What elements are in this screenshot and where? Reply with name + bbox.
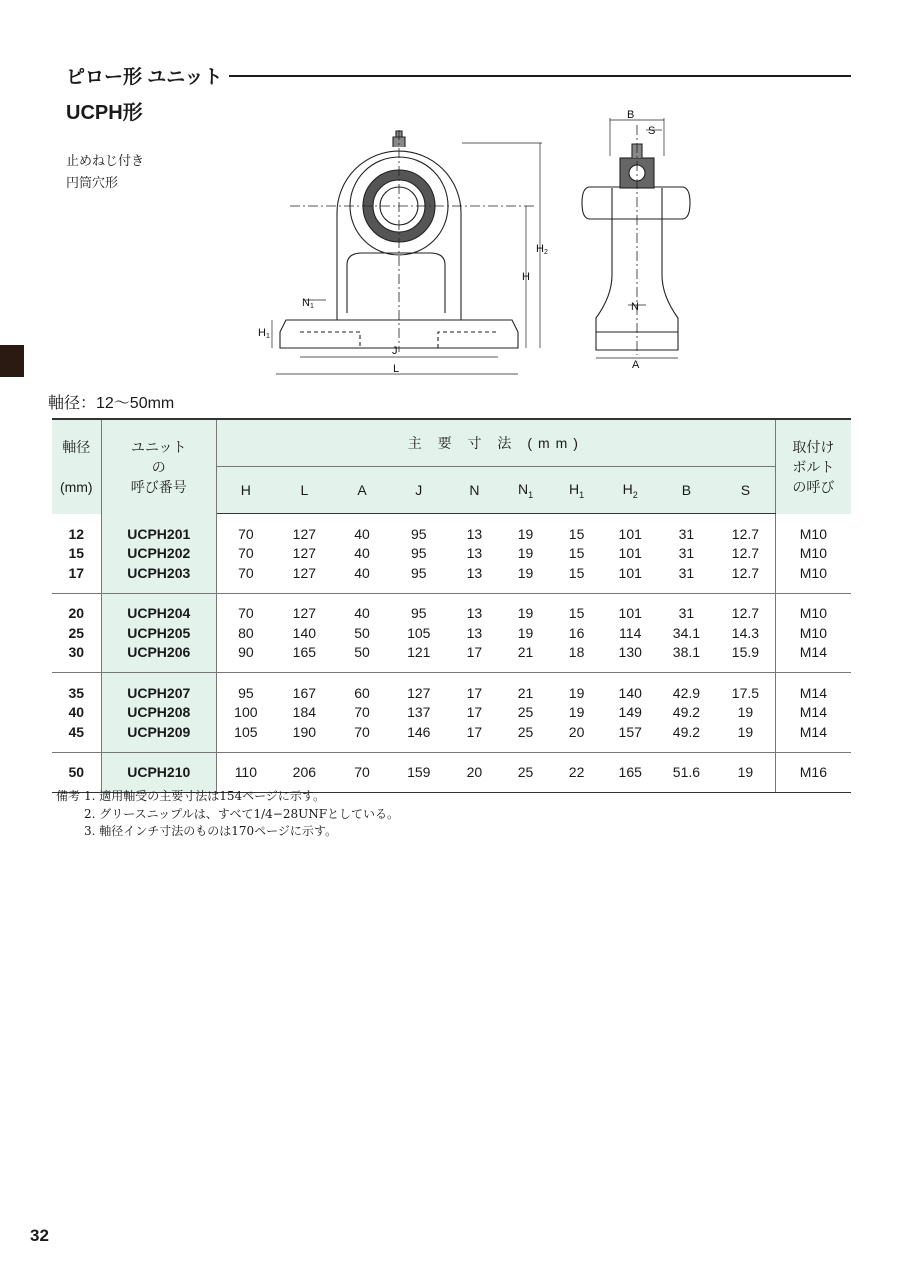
technical-drawing bbox=[250, 100, 700, 385]
dimension-cell: 13 bbox=[466, 624, 483, 641]
dimension-cell: 130 bbox=[618, 644, 642, 661]
dimension-cell: 19 bbox=[517, 605, 534, 622]
table-row bbox=[52, 703, 851, 723]
dimension-cell: 25 bbox=[517, 723, 534, 740]
dimension-cell: 140 bbox=[292, 624, 317, 641]
col-unit-header: ユニット の 呼び番号 bbox=[101, 419, 216, 514]
notes-label: 備考 bbox=[56, 789, 81, 803]
page-title: ピロー形 ユニット bbox=[66, 66, 223, 88]
dimension-cell: 105 bbox=[407, 624, 431, 641]
table-row bbox=[52, 683, 851, 703]
table-row bbox=[52, 623, 851, 643]
dimension-cell: 70 bbox=[354, 764, 370, 781]
dimension-cell: 31 bbox=[678, 525, 695, 542]
dimension-cell: 17.5 bbox=[716, 683, 775, 703]
dimension-cell: 95 bbox=[410, 564, 427, 581]
dimension-cell: 80 bbox=[238, 624, 254, 641]
dimension-cell: 70 bbox=[354, 704, 370, 721]
table-row bbox=[52, 643, 851, 663]
note-1: 1. 適用軸受の主要寸法は154ページに示す。 bbox=[84, 789, 325, 803]
dimension-cell: 50 bbox=[354, 624, 370, 641]
dimension-cell: 12.7 bbox=[716, 524, 775, 544]
dimension-cell: 17 bbox=[466, 723, 483, 740]
dimension-cell: 17 bbox=[466, 644, 483, 661]
dimension-cell: 12.7 bbox=[716, 604, 775, 624]
model-title: UCPH形 bbox=[66, 102, 143, 124]
shaft-range: 軸径：12〜50mm bbox=[48, 395, 175, 412]
dim-col-header: $H_2$ bbox=[604, 467, 657, 514]
bolt-size-cell: M10 bbox=[799, 545, 827, 562]
table-row bbox=[52, 524, 851, 544]
dimension-cell: 38.1 bbox=[672, 644, 701, 661]
dimension-cell: 101 bbox=[618, 564, 642, 581]
title-rule bbox=[229, 75, 851, 77]
dim-col-header: A bbox=[334, 467, 390, 514]
dimension-cell: 20 bbox=[568, 723, 585, 740]
dimension-cell: 20 bbox=[466, 764, 483, 781]
dimension-cell: 137 bbox=[407, 704, 431, 721]
dimension-cell: 165 bbox=[292, 644, 317, 661]
dim-label-H: H bbox=[522, 271, 530, 283]
bolt-size-cell: M10 bbox=[799, 605, 827, 622]
dimension-cell: 31 bbox=[678, 605, 695, 622]
dimension-cell: 19 bbox=[568, 704, 585, 721]
dimension-cell: 101 bbox=[618, 605, 642, 622]
shaft-dia-cell: 50 bbox=[52, 763, 101, 783]
shaft-dia-cell: 30 bbox=[52, 643, 101, 663]
feature-cylindrical-bore: 円筒穴形 bbox=[66, 175, 119, 190]
dimension-cell: 184 bbox=[292, 704, 317, 721]
unit-number-cell: UCPH203 bbox=[101, 563, 216, 583]
dimension-cell: 19 bbox=[517, 525, 534, 542]
dimension-cell: 127 bbox=[292, 564, 317, 581]
dimension-cell: 127 bbox=[292, 525, 317, 542]
shaft-dia-cell: 17 bbox=[52, 563, 101, 583]
dim-col-header: H bbox=[216, 467, 274, 514]
dimension-cell: 101 bbox=[618, 525, 642, 542]
dimension-cell: 127 bbox=[292, 605, 317, 622]
dim-label-N: N bbox=[631, 301, 639, 313]
main-dimensions-header: 主 要 寸 法 (mm) bbox=[216, 419, 775, 467]
dimension-table bbox=[52, 418, 851, 793]
dim-col-header: S bbox=[716, 467, 775, 514]
dimension-cell: 13 bbox=[466, 564, 483, 581]
feature-set-screw: 止めねじ付き bbox=[66, 153, 145, 168]
bolt-size-cell: M10 bbox=[799, 624, 827, 641]
bolt-size-cell: M10 bbox=[799, 525, 827, 542]
dimension-cell: 40 bbox=[354, 545, 370, 562]
dimension-cell: 31 bbox=[678, 564, 695, 581]
unit-number-cell: UCPH208 bbox=[101, 703, 216, 723]
unit-number-cell: UCPH209 bbox=[101, 722, 216, 742]
dimension-cell: 42.9 bbox=[672, 684, 701, 701]
table-row bbox=[52, 763, 851, 783]
dimension-cell: 34.1 bbox=[672, 624, 701, 641]
dimension-cell: 17 bbox=[466, 684, 483, 701]
dimension-cell: 17 bbox=[466, 704, 483, 721]
dimension-cell: 14.3 bbox=[716, 623, 775, 643]
shaft-dia-cell: 15 bbox=[52, 544, 101, 564]
dimension-cell: 146 bbox=[407, 723, 431, 740]
dimension-cell: 95 bbox=[410, 605, 427, 622]
unit-number-cell: UCPH207 bbox=[101, 683, 216, 703]
dimension-cell: 19 bbox=[716, 722, 775, 742]
dimension-cell: 167 bbox=[292, 684, 317, 701]
dimension-cell: 49.2 bbox=[672, 704, 701, 721]
dimension-cell: 21 bbox=[517, 644, 534, 661]
shaft-dia-cell: 45 bbox=[52, 722, 101, 742]
dimension-cell: 70 bbox=[238, 525, 254, 542]
shaft bbox=[582, 187, 690, 219]
dimension-cell: 121 bbox=[407, 644, 431, 661]
note-3: 3. 軸径インチ寸法のものは170ページに示す。 bbox=[84, 824, 337, 838]
dimension-cell: 15 bbox=[568, 564, 585, 581]
note-2: 2. グリースニップルは、すべて1/4−28UNFとしている。 bbox=[84, 806, 400, 821]
dimension-cell: 19 bbox=[716, 763, 775, 783]
unit-number-cell: UCPH206 bbox=[101, 643, 216, 663]
dimension-cell: 110 bbox=[234, 764, 258, 781]
dimension-cell: 12.7 bbox=[716, 544, 775, 564]
dim-col-header: L bbox=[275, 467, 334, 514]
dimension-cell: 25 bbox=[517, 764, 534, 781]
dim-label-S: S bbox=[648, 125, 656, 137]
dim-label-N1: N1 bbox=[302, 297, 314, 310]
dimension-cell: 149 bbox=[618, 704, 642, 721]
table-row bbox=[52, 722, 851, 742]
title-row bbox=[66, 62, 851, 88]
dimension-cell: 70 bbox=[354, 723, 370, 740]
dimension-cell: 114 bbox=[619, 624, 642, 641]
dimension-cell: 190 bbox=[292, 723, 317, 740]
dimension-cell: 15.9 bbox=[716, 643, 775, 663]
dimension-cell: 51.6 bbox=[672, 764, 701, 781]
dimension-cell: 15 bbox=[568, 605, 585, 622]
unit-number-cell: UCPH205 bbox=[101, 623, 216, 643]
dim-col-header: N bbox=[447, 467, 501, 514]
unit-number-cell: UCPH204 bbox=[101, 604, 216, 624]
dimension-cell: 159 bbox=[407, 764, 431, 781]
dimension-cell: 13 bbox=[466, 525, 483, 542]
dimension-cell: 206 bbox=[292, 764, 317, 781]
dim-col-header: $H_1$ bbox=[550, 467, 604, 514]
dimension-cell: 95 bbox=[410, 545, 427, 562]
dimension-cell: 70 bbox=[238, 545, 254, 562]
dim-col-header: B bbox=[657, 467, 716, 514]
dimension-cell: 19 bbox=[716, 703, 775, 723]
dimension-cell: 16 bbox=[568, 624, 585, 641]
side-index-tab bbox=[0, 345, 24, 377]
dimension-cell: 40 bbox=[354, 525, 370, 542]
dimension-cell: 100 bbox=[234, 704, 258, 721]
dimension-cell: 31 bbox=[678, 545, 695, 562]
dimension-cell: 40 bbox=[354, 605, 370, 622]
dim-label-B: B bbox=[627, 109, 635, 121]
page-number: 32 bbox=[30, 1226, 49, 1245]
dimension-cell: 157 bbox=[618, 723, 642, 740]
dimension-cell: 13 bbox=[466, 605, 483, 622]
dimension-cell: 165 bbox=[618, 764, 642, 781]
dim-col-header: $N_1$ bbox=[502, 467, 550, 514]
col-shaft-header: 軸径 (mm) bbox=[52, 419, 101, 514]
notes bbox=[56, 788, 399, 841]
table-row bbox=[52, 544, 851, 564]
dimension-cell: 127 bbox=[292, 545, 317, 562]
dim-label-J: J bbox=[392, 345, 398, 357]
dimension-cell: 49.2 bbox=[672, 723, 701, 740]
dim-label-H2: H2 bbox=[536, 243, 548, 256]
unit-number-cell: UCPH201 bbox=[101, 524, 216, 544]
dim-col-header: J bbox=[390, 467, 447, 514]
bolt-size-cell: M14 bbox=[799, 704, 827, 721]
dimension-cell: 12.7 bbox=[716, 563, 775, 583]
dim-label-A: A bbox=[632, 359, 640, 371]
table-row bbox=[52, 604, 851, 624]
shaft-dia-cell: 20 bbox=[52, 604, 101, 624]
shaft-dia-cell: 35 bbox=[52, 683, 101, 703]
dimension-cell: 19 bbox=[568, 684, 585, 701]
dimension-cell: 15 bbox=[568, 545, 585, 562]
shaft-dia-cell: 25 bbox=[52, 623, 101, 643]
dimension-cell: 19 bbox=[517, 564, 534, 581]
dimension-cell: 140 bbox=[618, 684, 642, 701]
dimension-cell: 95 bbox=[238, 684, 254, 701]
dimension-cell: 19 bbox=[517, 545, 534, 562]
dim-label-H1: H1 bbox=[258, 327, 270, 340]
unit-number-cell: UCPH210 bbox=[101, 763, 216, 783]
dimension-cell: 15 bbox=[568, 525, 585, 542]
dimension-cell: 50 bbox=[354, 644, 370, 661]
dimension-cell: 18 bbox=[568, 644, 585, 661]
bolt-size-cell: M14 bbox=[799, 723, 827, 740]
col-bolt-header: 取付け ボルト の呼び bbox=[775, 419, 851, 514]
dimension-cell: 21 bbox=[517, 684, 534, 701]
unit-number-cell: UCPH202 bbox=[101, 544, 216, 564]
dimension-cell: 95 bbox=[410, 525, 427, 542]
dimension-cell: 70 bbox=[238, 605, 254, 622]
dimension-cell: 25 bbox=[517, 704, 534, 721]
table-row bbox=[52, 563, 851, 583]
bolt-size-cell: M16 bbox=[799, 764, 827, 781]
dimension-cell: 90 bbox=[238, 644, 254, 661]
dim-label-L: L bbox=[393, 363, 400, 375]
dimension-cell: 70 bbox=[238, 564, 254, 581]
bolt-size-cell: M14 bbox=[799, 684, 827, 701]
dimension-cell: 101 bbox=[618, 545, 642, 562]
dimension-cell: 40 bbox=[354, 564, 370, 581]
dimension-cell: 127 bbox=[407, 684, 431, 701]
shaft-dia-cell: 40 bbox=[52, 703, 101, 723]
dimension-cell: 105 bbox=[234, 723, 258, 740]
dimension-cell: 60 bbox=[354, 684, 370, 701]
shaft-dia-cell: 12 bbox=[52, 524, 101, 544]
dimension-cell: 19 bbox=[517, 624, 534, 641]
dimension-cell: 13 bbox=[466, 545, 483, 562]
dimension-cell: 22 bbox=[568, 764, 585, 781]
bolt-size-cell: M14 bbox=[799, 644, 827, 661]
bolt-size-cell: M10 bbox=[799, 564, 827, 581]
